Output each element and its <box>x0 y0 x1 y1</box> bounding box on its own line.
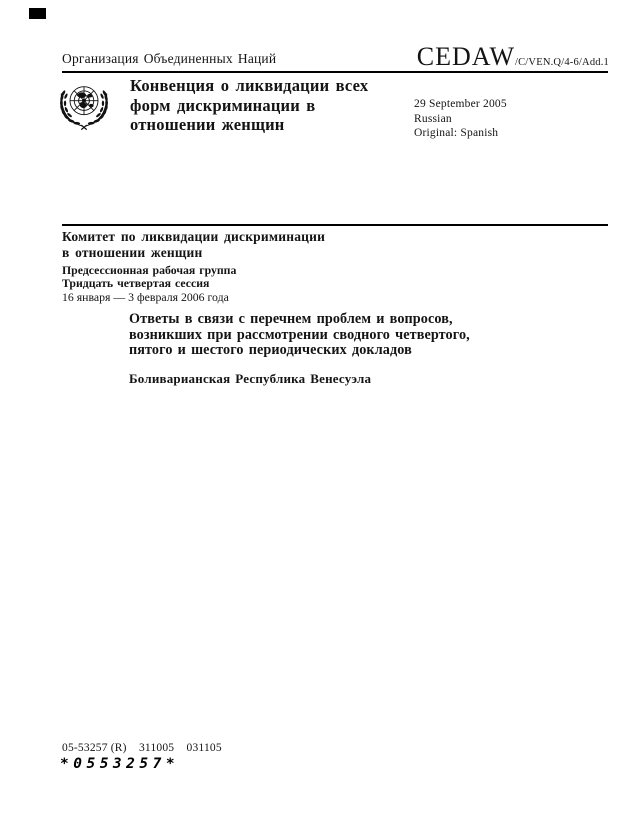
doc-symbol-main: CEDAW <box>416 42 515 71</box>
committee-name-line-1: Комитет по ликвидации дискриминации <box>62 229 326 244</box>
report-country: Боливарианская Республика Венесуэла <box>129 371 372 386</box>
doc-info-block <box>414 97 507 141</box>
report-title-line-2: возникших при рассмотрении сводного четвертого, <box>129 326 470 343</box>
header-rule <box>62 71 608 73</box>
un-emblem-icon <box>55 79 113 135</box>
masthead-title-line-3: отношении женщин <box>130 115 285 134</box>
report-title-line-1: Ответы в связи с перечнем проблем и вопросов, <box>129 311 453 327</box>
report-title-line-3: пятого и шестого периодических докладов <box>129 342 412 359</box>
committee-name-line-2: в отношении женщин <box>62 244 203 260</box>
masthead-title-line-2: форм дискриминации в <box>130 95 316 115</box>
report-title <box>129 312 509 359</box>
masthead-title <box>130 76 440 135</box>
masthead-title-line-1: Конвенция о ликвидации всех <box>130 76 369 95</box>
doc-original-language: Original: Spanish <box>414 127 499 139</box>
org-name: Организация Объединенных Наций <box>62 51 277 66</box>
working-group-label: Предсессионная рабочая группа <box>62 263 237 277</box>
doc-symbol-suffix: /C/VEN.Q/4-6/Add.1 <box>514 57 609 68</box>
session-dates: 16 января — 3 февраля 2006 года <box>62 289 229 304</box>
committee-block <box>62 229 325 304</box>
footer-barcode-text: *0553257* <box>60 756 180 772</box>
doc-date: 29 September 2005 <box>414 98 507 110</box>
doc-symbol <box>417 44 609 70</box>
footer-reference: 05-53257 (R) 311005 031105 <box>62 742 222 754</box>
doc-language: Russian <box>414 112 452 125</box>
committee-rule <box>62 224 608 226</box>
session-label: Тридцать четвертая сессия <box>62 276 210 290</box>
scan-artifact <box>29 8 46 19</box>
